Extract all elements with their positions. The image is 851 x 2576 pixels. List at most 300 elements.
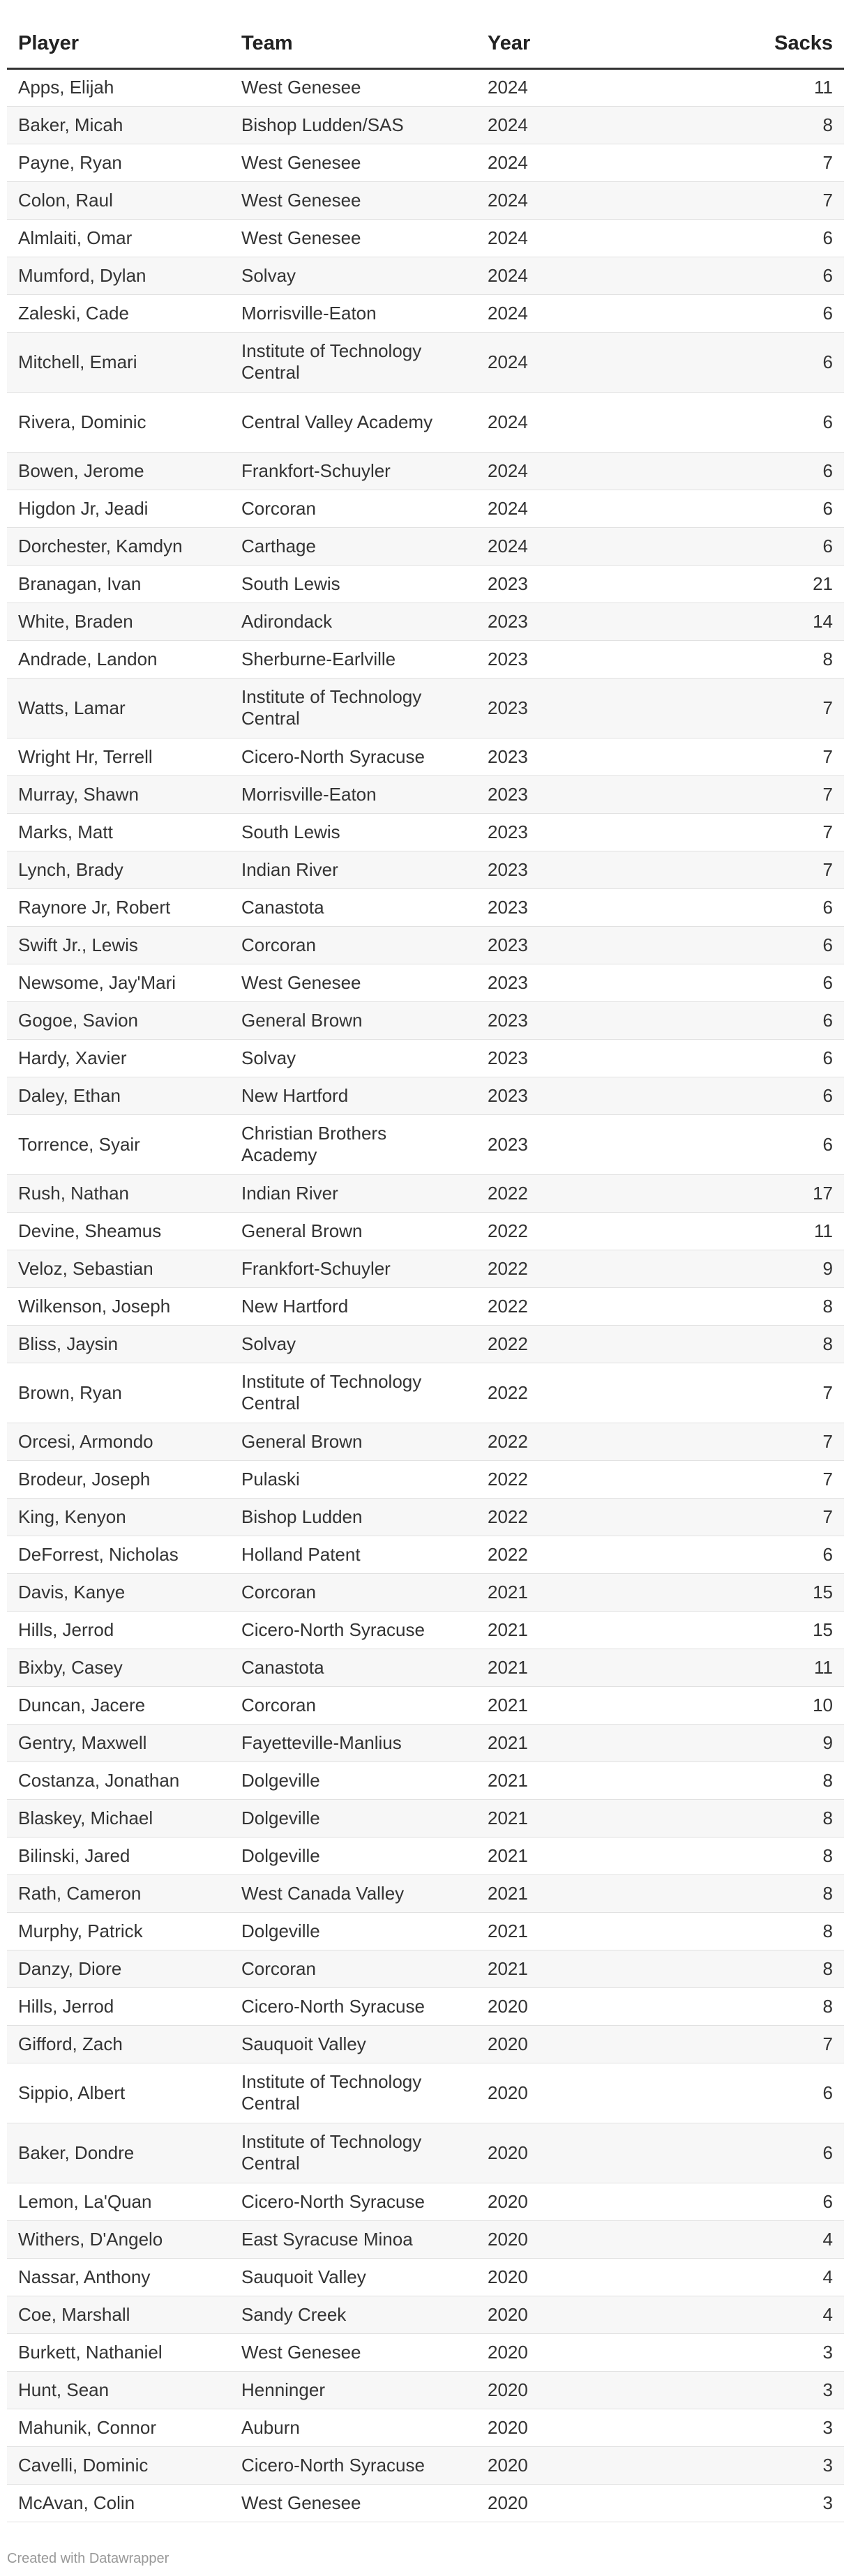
cell-player: Watts, Lamar: [7, 678, 230, 738]
cell-player: Mahunik, Connor: [7, 2409, 230, 2446]
cell-player: Payne, Ryan: [7, 144, 230, 181]
cell-year: 2021: [476, 1837, 746, 1874]
cell-player: Apps, Elijah: [7, 68, 230, 106]
cell-year: 2020: [476, 2183, 746, 2220]
cell-team: Frankfort-Schuyler: [230, 1250, 476, 1287]
cell-team: Christian Brothers Academy: [230, 1114, 476, 1174]
cell-year: 2024: [476, 68, 746, 106]
cell-player: Almlaiti, Omar: [7, 219, 230, 257]
cell-player: Bixby, Casey: [7, 1649, 230, 1686]
cell-player: Newsome, Jay'Mari: [7, 964, 230, 1001]
cell-team: South Lewis: [230, 813, 476, 851]
cell-year: 2020: [476, 2063, 746, 2123]
cell-team: Dolgeville: [230, 1912, 476, 1950]
cell-year: 2023: [476, 678, 746, 738]
table-row: [7, 1761, 844, 1799]
cell-sacks: 8: [746, 1912, 844, 1950]
cell-sacks: 6: [746, 219, 844, 257]
cell-sacks: 7: [746, 1460, 844, 1498]
cell-player: Brodeur, Joseph: [7, 1460, 230, 1498]
cell-year: 2021: [476, 1799, 746, 1837]
cell-year: 2022: [476, 1250, 746, 1287]
cell-year: 2024: [476, 452, 746, 490]
cell-team: Corcoran: [230, 1686, 476, 1724]
cell-player: Hills, Jerrod: [7, 1611, 230, 1649]
cell-year: 2023: [476, 565, 746, 603]
cell-year: 2020: [476, 2025, 746, 2063]
cell-year: 2023: [476, 1001, 746, 1039]
cell-player: Baker, Dondre: [7, 2123, 230, 2183]
table-row: [7, 1874, 844, 1912]
cell-sacks: 6: [746, 452, 844, 490]
cell-player: Mumford, Dylan: [7, 257, 230, 294]
cell-sacks: 8: [746, 106, 844, 144]
cell-sacks: 7: [746, 181, 844, 219]
cell-year: 2023: [476, 851, 746, 888]
cell-sacks: 14: [746, 603, 844, 640]
table-row: [7, 2063, 844, 2123]
cell-year: 2024: [476, 490, 746, 527]
cell-team: Canastota: [230, 888, 476, 926]
cell-team: Corcoran: [230, 926, 476, 964]
cell-team: West Genesee: [230, 144, 476, 181]
cell-player: Coe, Marshall: [7, 2296, 230, 2333]
cell-year: 2022: [476, 1174, 746, 1212]
cell-sacks: 6: [746, 257, 844, 294]
cell-sacks: 6: [746, 2123, 844, 2183]
cell-player: White, Braden: [7, 603, 230, 640]
cell-year: 2020: [476, 2409, 746, 2446]
cell-year: 2021: [476, 1611, 746, 1649]
cell-player: Murray, Shawn: [7, 775, 230, 813]
cell-sacks: 6: [746, 332, 844, 392]
cell-player: Duncan, Jacere: [7, 1686, 230, 1724]
cell-player: Hardy, Xavier: [7, 1039, 230, 1077]
table-row: [7, 2258, 844, 2296]
table-row: [7, 1724, 844, 1761]
table-row: [7, 219, 844, 257]
cell-sacks: 6: [746, 1114, 844, 1174]
cell-team: West Genesee: [230, 2333, 476, 2371]
cell-player: Higdon Jr, Jeadi: [7, 490, 230, 527]
cell-player: Colon, Raul: [7, 181, 230, 219]
cell-sacks: 7: [746, 813, 844, 851]
cell-year: 2021: [476, 1686, 746, 1724]
cell-sacks: 8: [746, 640, 844, 678]
cell-sacks: 11: [746, 1212, 844, 1250]
cell-player: Zaleski, Cade: [7, 294, 230, 332]
table-row: [7, 144, 844, 181]
cell-sacks: 4: [746, 2220, 844, 2258]
cell-year: 2020: [476, 2333, 746, 2371]
cell-sacks: 7: [746, 738, 844, 775]
cell-sacks: 7: [746, 678, 844, 738]
table-row: [7, 2220, 844, 2258]
cell-year: 2022: [476, 1536, 746, 1573]
cell-team: Morrisville-Eaton: [230, 294, 476, 332]
cell-team: Institute of Technology Central: [230, 332, 476, 392]
cell-team: Institute of Technology Central: [230, 678, 476, 738]
cell-year: 2020: [476, 1987, 746, 2025]
cell-player: Rivera, Dominic: [7, 392, 230, 452]
cell-year: 2024: [476, 181, 746, 219]
cell-sacks: 7: [746, 1423, 844, 1460]
table-row: [7, 1912, 844, 1950]
cell-sacks: 6: [746, 888, 844, 926]
cell-year: 2021: [476, 1912, 746, 1950]
cell-team: Bishop Ludden: [230, 1498, 476, 1536]
cell-player: Davis, Kanye: [7, 1573, 230, 1611]
table-row: [7, 813, 844, 851]
cell-year: 2024: [476, 527, 746, 565]
cell-sacks: 4: [746, 2258, 844, 2296]
cell-player: Danzy, Diore: [7, 1950, 230, 1987]
sacks-table-container: [7, 20, 844, 2522]
cell-year: 2023: [476, 1114, 746, 1174]
cell-sacks: 21: [746, 565, 844, 603]
cell-sacks: 6: [746, 2063, 844, 2123]
cell-team: Dolgeville: [230, 1837, 476, 1874]
table-row: [7, 1498, 844, 1536]
cell-player: Wilkenson, Joseph: [7, 1287, 230, 1325]
cell-player: Gentry, Maxwell: [7, 1724, 230, 1761]
cell-year: 2024: [476, 392, 746, 452]
cell-team: New Hartford: [230, 1287, 476, 1325]
table-row: [7, 2183, 844, 2220]
cell-player: Veloz, Sebastian: [7, 1250, 230, 1287]
table-row: [7, 68, 844, 106]
cell-player: Mitchell, Emari: [7, 332, 230, 392]
cell-sacks: 9: [746, 1724, 844, 1761]
table-row: [7, 2409, 844, 2446]
sacks-table: [7, 20, 844, 2522]
cell-year: 2024: [476, 257, 746, 294]
cell-year: 2022: [476, 1498, 746, 1536]
cell-team: South Lewis: [230, 565, 476, 603]
cell-team: Carthage: [230, 527, 476, 565]
cell-year: 2022: [476, 1212, 746, 1250]
cell-team: Fayetteville-Manlius: [230, 1724, 476, 1761]
cell-team: West Genesee: [230, 2484, 476, 2522]
cell-player: Torrence, Syair: [7, 1114, 230, 1174]
cell-year: 2022: [476, 1460, 746, 1498]
cell-sacks: 17: [746, 1174, 844, 1212]
cell-team: Cicero-North Syracuse: [230, 2446, 476, 2484]
cell-sacks: 6: [746, 964, 844, 1001]
cell-sacks: 7: [746, 1363, 844, 1423]
cell-player: Costanza, Jonathan: [7, 1761, 230, 1799]
cell-team: Henninger: [230, 2371, 476, 2409]
cell-sacks: 6: [746, 926, 844, 964]
cell-team: Holland Patent: [230, 1536, 476, 1573]
cell-year: 2023: [476, 1077, 746, 1114]
cell-team: West Genesee: [230, 219, 476, 257]
cell-sacks: 8: [746, 1287, 844, 1325]
cell-year: 2020: [476, 2371, 746, 2409]
cell-sacks: 6: [746, 490, 844, 527]
table-row: [7, 2371, 844, 2409]
cell-year: 2022: [476, 1325, 746, 1363]
cell-player: Dorchester, Kamdyn: [7, 527, 230, 565]
cell-year: 2021: [476, 1874, 746, 1912]
cell-team: Canastota: [230, 1649, 476, 1686]
cell-team: Frankfort-Schuyler: [230, 452, 476, 490]
cell-year: 2024: [476, 144, 746, 181]
cell-year: 2024: [476, 106, 746, 144]
cell-year: 2020: [476, 2446, 746, 2484]
table-row: [7, 294, 844, 332]
cell-player: Wright Hr, Terrell: [7, 738, 230, 775]
cell-team: General Brown: [230, 1001, 476, 1039]
cell-team: General Brown: [230, 1212, 476, 1250]
cell-player: Daley, Ethan: [7, 1077, 230, 1114]
cell-team: Cicero-North Syracuse: [230, 738, 476, 775]
cell-sacks: 3: [746, 2446, 844, 2484]
cell-year: 2021: [476, 1724, 746, 1761]
cell-team: Bishop Ludden/SAS: [230, 106, 476, 144]
cell-year: 2021: [476, 1649, 746, 1686]
cell-player: McAvan, Colin: [7, 2484, 230, 2522]
cell-sacks: 6: [746, 1039, 844, 1077]
cell-team: Solvay: [230, 1039, 476, 1077]
cell-year: 2020: [476, 2296, 746, 2333]
column-header-sacks[interactable]: Sacks: [746, 20, 844, 68]
cell-sacks: 7: [746, 2025, 844, 2063]
cell-player: Marks, Matt: [7, 813, 230, 851]
table-row: [7, 1250, 844, 1287]
cell-player: Lynch, Brady: [7, 851, 230, 888]
cell-team: New Hartford: [230, 1077, 476, 1114]
cell-team: Pulaski: [230, 1460, 476, 1498]
cell-year: 2023: [476, 964, 746, 1001]
table-row: [7, 1001, 844, 1039]
table-row: [7, 1987, 844, 2025]
cell-player: Orcesi, Armondo: [7, 1423, 230, 1460]
table-row: [7, 2123, 844, 2183]
cell-year: 2021: [476, 1950, 746, 1987]
table-row: [7, 1174, 844, 1212]
table-row: [7, 640, 844, 678]
table-row: [7, 1686, 844, 1724]
cell-team: Solvay: [230, 1325, 476, 1363]
table-row: [7, 181, 844, 219]
cell-player: King, Kenyon: [7, 1498, 230, 1536]
cell-year: 2024: [476, 294, 746, 332]
cell-sacks: 6: [746, 2183, 844, 2220]
table-row: [7, 1837, 844, 1874]
table-row: [7, 452, 844, 490]
cell-sacks: 9: [746, 1250, 844, 1287]
cell-team: Adirondack: [230, 603, 476, 640]
table-row: [7, 490, 844, 527]
table-row: [7, 888, 844, 926]
cell-player: Cavelli, Dominic: [7, 2446, 230, 2484]
datawrapper-credit: Created with Datawrapper: [7, 2551, 170, 2566]
cell-sacks: 4: [746, 2296, 844, 2333]
table-row: [7, 1039, 844, 1077]
table-row: [7, 926, 844, 964]
cell-player: DeForrest, Nicholas: [7, 1536, 230, 1573]
table-header: [7, 20, 844, 68]
cell-player: Withers, D'Angelo: [7, 2220, 230, 2258]
table-row: [7, 964, 844, 1001]
table-row: [7, 775, 844, 813]
cell-team: Institute of Technology Central: [230, 1363, 476, 1423]
cell-year: 2023: [476, 813, 746, 851]
cell-sacks: 7: [746, 144, 844, 181]
table-row: [7, 678, 844, 738]
cell-player: Murphy, Patrick: [7, 1912, 230, 1950]
table-row: [7, 738, 844, 775]
cell-year: 2022: [476, 1423, 746, 1460]
cell-sacks: 6: [746, 392, 844, 452]
cell-sacks: 15: [746, 1573, 844, 1611]
cell-sacks: 6: [746, 1077, 844, 1114]
cell-team: Dolgeville: [230, 1761, 476, 1799]
cell-player: Devine, Sheamus: [7, 1212, 230, 1250]
cell-team: Sherburne-Earlville: [230, 640, 476, 678]
cell-year: 2021: [476, 1761, 746, 1799]
cell-player: Hills, Jerrod: [7, 1987, 230, 2025]
cell-year: 2023: [476, 603, 746, 640]
cell-team: West Genesee: [230, 68, 476, 106]
cell-sacks: 6: [746, 527, 844, 565]
table-row: [7, 1573, 844, 1611]
cell-player: Bowen, Jerome: [7, 452, 230, 490]
table-row: [7, 1950, 844, 1987]
table-row: [7, 1212, 844, 1250]
table-row: [7, 1611, 844, 1649]
cell-team: Corcoran: [230, 490, 476, 527]
cell-year: 2020: [476, 2258, 746, 2296]
table-row: [7, 1423, 844, 1460]
cell-player: Swift Jr., Lewis: [7, 926, 230, 964]
cell-sacks: 3: [746, 2333, 844, 2371]
cell-sacks: 6: [746, 1536, 844, 1573]
column-header-year[interactable]: Year: [476, 20, 746, 68]
cell-year: 2020: [476, 2484, 746, 2522]
cell-team: Corcoran: [230, 1950, 476, 1987]
table-row: [7, 603, 844, 640]
cell-sacks: 7: [746, 851, 844, 888]
column-header-team[interactable]: Team: [230, 20, 476, 68]
cell-team: Cicero-North Syracuse: [230, 2183, 476, 2220]
cell-sacks: 6: [746, 294, 844, 332]
cell-sacks: 7: [746, 1498, 844, 1536]
cell-team: Indian River: [230, 851, 476, 888]
cell-sacks: 3: [746, 2484, 844, 2522]
cell-year: 2023: [476, 888, 746, 926]
cell-year: 2023: [476, 1039, 746, 1077]
cell-team: West Genesee: [230, 964, 476, 1001]
cell-player: Branagan, Ivan: [7, 565, 230, 603]
cell-year: 2021: [476, 1573, 746, 1611]
cell-sacks: 8: [746, 1325, 844, 1363]
cell-sacks: 11: [746, 1649, 844, 1686]
cell-team: General Brown: [230, 1423, 476, 1460]
table-row: [7, 392, 844, 452]
table-row: [7, 2025, 844, 2063]
cell-team: Cicero-North Syracuse: [230, 1987, 476, 2025]
cell-player: Bliss, Jaysin: [7, 1325, 230, 1363]
cell-team: Cicero-North Syracuse: [230, 1611, 476, 1649]
table-row: [7, 1114, 844, 1174]
cell-player: Andrade, Landon: [7, 640, 230, 678]
cell-team: Corcoran: [230, 1573, 476, 1611]
table-row: [7, 1363, 844, 1423]
cell-team: Solvay: [230, 257, 476, 294]
cell-sacks: 7: [746, 775, 844, 813]
cell-team: Sauquoit Valley: [230, 2025, 476, 2063]
cell-player: Bilinski, Jared: [7, 1837, 230, 1874]
cell-year: 2023: [476, 640, 746, 678]
table-row: [7, 1287, 844, 1325]
table-row: [7, 1649, 844, 1686]
cell-player: Nassar, Anthony: [7, 2258, 230, 2296]
cell-team: Sauquoit Valley: [230, 2258, 476, 2296]
cell-team: Dolgeville: [230, 1799, 476, 1837]
cell-year: 2022: [476, 1287, 746, 1325]
table-row: [7, 851, 844, 888]
table-row: [7, 565, 844, 603]
cell-year: 2022: [476, 1363, 746, 1423]
cell-sacks: 11: [746, 68, 844, 106]
cell-team: Indian River: [230, 1174, 476, 1212]
cell-player: Baker, Micah: [7, 106, 230, 144]
cell-player: Blaskey, Michael: [7, 1799, 230, 1837]
cell-year: 2023: [476, 775, 746, 813]
cell-sacks: 8: [746, 1874, 844, 1912]
cell-year: 2024: [476, 219, 746, 257]
cell-team: Sandy Creek: [230, 2296, 476, 2333]
cell-sacks: 8: [746, 1950, 844, 1987]
cell-team: East Syracuse Minoa: [230, 2220, 476, 2258]
table-row: [7, 1799, 844, 1837]
cell-team: Institute of Technology Central: [230, 2063, 476, 2123]
cell-player: Raynore Jr, Robert: [7, 888, 230, 926]
cell-team: Central Valley Academy: [230, 392, 476, 452]
cell-player: Rath, Cameron: [7, 1874, 230, 1912]
cell-team: West Genesee: [230, 181, 476, 219]
cell-sacks: 8: [746, 1987, 844, 2025]
cell-player: Burkett, Nathaniel: [7, 2333, 230, 2371]
cell-player: Rush, Nathan: [7, 1174, 230, 1212]
cell-team: Auburn: [230, 2409, 476, 2446]
cell-player: Gogoe, Savion: [7, 1001, 230, 1039]
cell-sacks: 3: [746, 2409, 844, 2446]
cell-sacks: 6: [746, 1001, 844, 1039]
cell-player: Lemon, La'Quan: [7, 2183, 230, 2220]
cell-year: 2023: [476, 738, 746, 775]
cell-sacks: 15: [746, 1611, 844, 1649]
cell-sacks: 8: [746, 1837, 844, 1874]
cell-team: Morrisville-Eaton: [230, 775, 476, 813]
table-row: [7, 1325, 844, 1363]
table-row: [7, 2296, 844, 2333]
table-row: [7, 2484, 844, 2522]
table-row: [7, 2333, 844, 2371]
cell-year: 2020: [476, 2123, 746, 2183]
table-row: [7, 1077, 844, 1114]
table-row: [7, 257, 844, 294]
column-header-player[interactable]: Player: [7, 20, 230, 68]
table-row: [7, 332, 844, 392]
cell-sacks: 8: [746, 1799, 844, 1837]
table-row: [7, 527, 844, 565]
cell-sacks: 8: [746, 1761, 844, 1799]
cell-sacks: 10: [746, 1686, 844, 1724]
cell-player: Sippio, Albert: [7, 2063, 230, 2123]
